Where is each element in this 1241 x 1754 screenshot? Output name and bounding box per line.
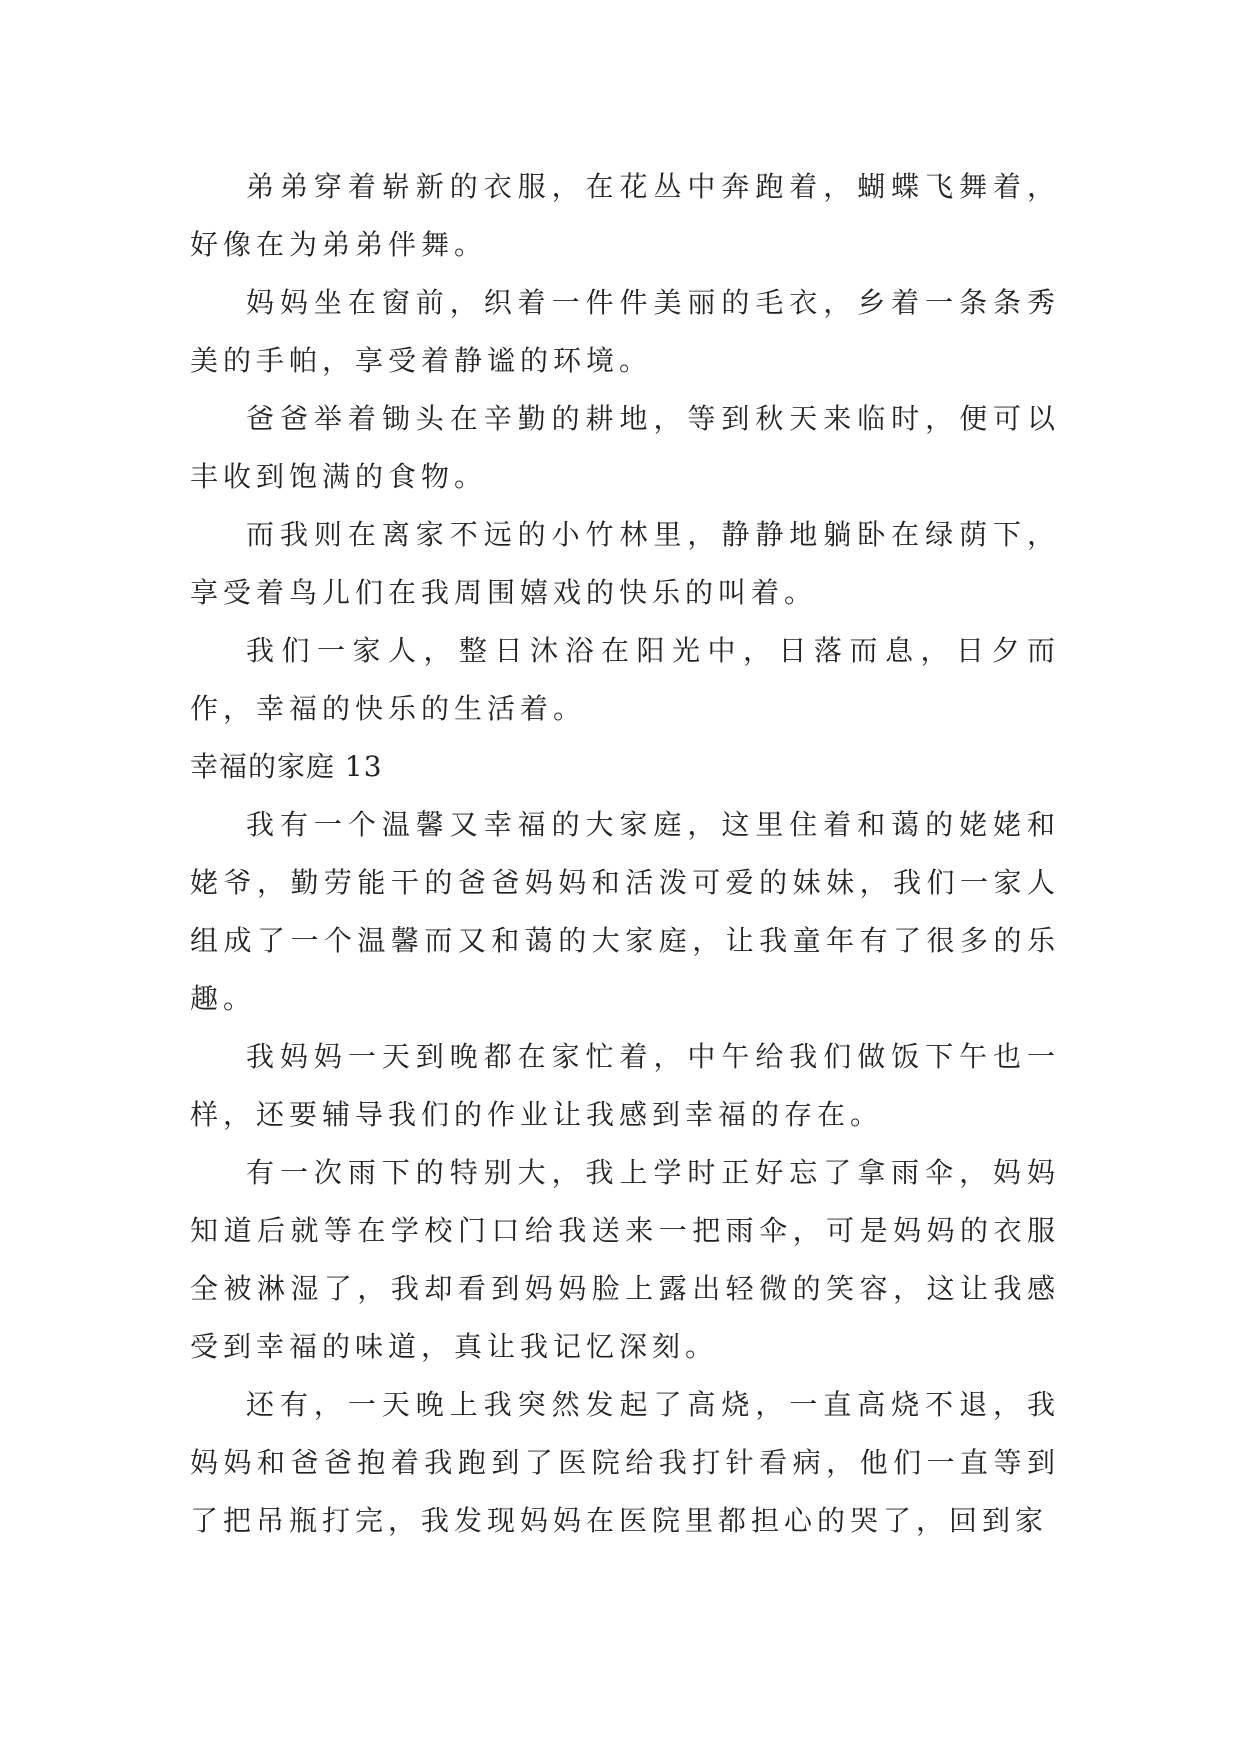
paragraph: 妈妈坐在窗前，织着一件件美丽的毛衣，乡着一条条秀美的手帕，享受着静谧的环境。 <box>190 286 1060 377</box>
paragraph: 爸爸举着锄头在辛勤的耕地，等到秋天来临时，便可以丰收到饱满的食物。 <box>190 402 1060 493</box>
paragraph: 弟弟穿着崭新的衣服，在花丛中奔跑着，蝴蝶飞舞着，好像在为弟弟伴舞。 <box>190 170 1060 261</box>
paragraph: 我有一个温馨又幸福的大家庭，这里住着和蔼的姥姥和姥爷，勤劳能干的爸爸妈妈和活泼可爱的妹妹，我们一家人组成了一个温馨而又和蔼的大家庭，让我童年有了很多的乐趣。 <box>190 808 1060 1015</box>
paragraph: 我妈妈一天到晚都在家忙着，中午给我们做饭下午也一样，还要辅导我们的作业让我感到幸福的存在。 <box>190 1040 1060 1131</box>
document-body <box>190 158 1060 1550</box>
section-title: 幸福的家庭 13 <box>190 750 383 783</box>
paragraph: 而我则在离家不远的小竹林里，静静地躺卧在绿荫下，享受着鸟儿们在我周围嬉戏的快乐的叫着。 <box>190 518 1060 609</box>
paragraph: 我们一家人，整日沐浴在阳光中，日落而息，日夕而作，幸福的快乐的生活着。 <box>190 634 1060 725</box>
paragraph: 有一次雨下的特别大，我上学时正好忘了拿雨伞，妈妈知道后就等在学校门口给我送来一把雨伞，可是妈妈的衣服全被淋湿了，我却看到妈妈脸上露出轻微的笑容，这让我感受到幸福的味道，真让我记忆深刻。 <box>190 1156 1060 1363</box>
paragraph: 还有，一天晚上我突然发起了高烧，一直高烧不退，我妈妈和爸爸抱着我跑到了医院给我打针看病，他们一直等到了把吊瓶打完，我发现妈妈在医院里都担心的哭了，回到家 <box>190 1388 1060 1537</box>
